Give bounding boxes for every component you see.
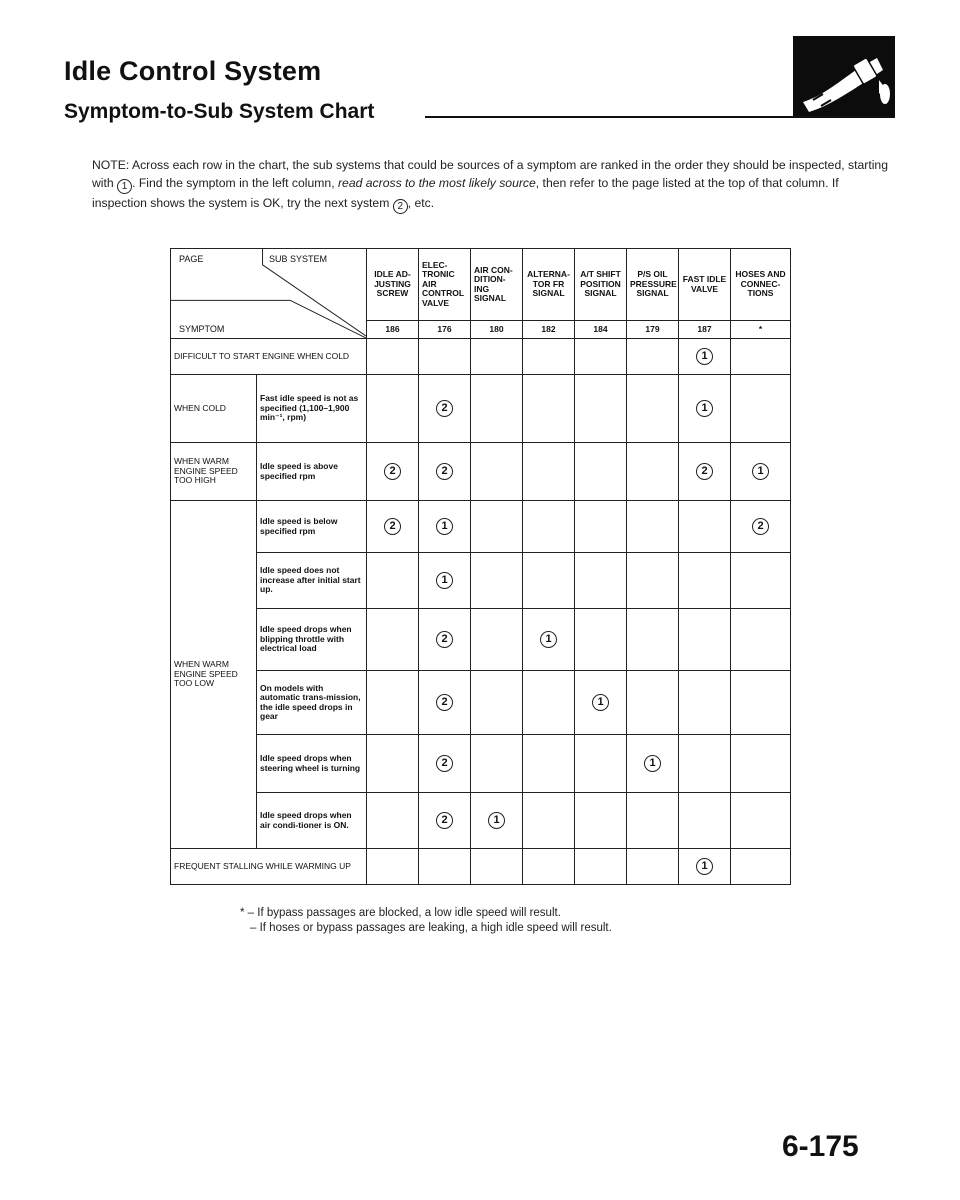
condition-label: Fast idle speed is not as specified (1,100–1,900 min⁻¹, rpm) [257,375,367,443]
rank-mark: 2 [696,463,713,480]
rank-mark: 2 [436,755,453,772]
rank-cell [575,501,627,553]
rank-cell [575,609,627,671]
condition-label: Idle speed is above specified rpm [257,443,367,501]
rank-cell [367,501,419,553]
rank-cell [367,849,419,885]
rank-cell [419,735,471,793]
rank-cell [731,375,791,443]
rank-cell [419,609,471,671]
symptom-chart-table [170,248,791,885]
column-page-number: 180 [471,321,523,339]
symptom-group-label: WHEN COLD [171,375,257,443]
rank-cell [367,671,419,735]
rank-cell [679,671,731,735]
rank-cell [471,671,523,735]
column-page-number: 187 [679,321,731,339]
rank-cell [627,609,679,671]
rank-cell [523,375,575,443]
rank-mark: 1 [752,463,769,480]
rank-mark: 1 [592,694,609,711]
rank-cell [627,553,679,609]
symptom-group-label: WHEN WARM ENGINE SPEED TOO LOW [171,501,257,849]
rank-mark: 2 [752,518,769,535]
rank-cell [523,443,575,501]
condition-label: Idle speed is below specified rpm [257,501,367,553]
column-page-number: 184 [575,321,627,339]
rank-mark: 2 [436,631,453,648]
rank-mark: 1 [488,812,505,829]
rank-cell [679,793,731,849]
rank-mark: 1 [436,518,453,535]
rank-cell [679,339,731,375]
table-row [171,375,791,443]
rank-cell [627,671,679,735]
rank-cell [731,735,791,793]
rank-cell [471,443,523,501]
rank-cell [575,793,627,849]
rank-cell [575,339,627,375]
rank-cell [471,793,523,849]
rank-cell [523,671,575,735]
table-row [171,735,791,793]
rank-marker-1: 1 [117,179,132,194]
rank-cell [471,553,523,609]
column-page-number: * [731,321,791,339]
rank-cell [731,671,791,735]
rank-cell [367,609,419,671]
column-header: ALTERNA-TOR FR SIGNAL [523,249,575,321]
rank-cell [627,793,679,849]
footnote-line: * – If bypass passages are blocked, a low idle speed will result. [240,907,561,919]
rank-cell [627,339,679,375]
condition-label: Idle speed drops when blipping throttle with electrical load [257,609,367,671]
rank-cell [731,553,791,609]
table-row [171,849,791,885]
rank-cell [627,443,679,501]
rank-mark: 2 [436,400,453,417]
rank-cell [419,553,471,609]
condition-label: Idle speed does not increase after initial start up. [257,553,367,609]
rank-cell [575,735,627,793]
note-text-3: , then refer to the page listed at the top of that column. If inspection shows the system is OK, try the next system [92,176,839,210]
rank-cell [627,849,679,885]
rank-cell [523,735,575,793]
rank-cell [731,849,791,885]
rank-cell [367,375,419,443]
hose-clamp-icon [793,36,895,116]
rank-cell [575,375,627,443]
rank-mark: 1 [696,858,713,875]
rank-cell [523,553,575,609]
rank-cell [731,793,791,849]
rank-cell [627,375,679,443]
rank-cell [471,375,523,443]
rank-cell [367,553,419,609]
rank-cell [575,553,627,609]
rank-cell [523,793,575,849]
corner-page-label: PAGE [179,254,204,264]
rank-cell [627,501,679,553]
note-text-2: . Find the symptom in the left column, [132,176,338,190]
column-page-number: 176 [419,321,471,339]
rank-cell [679,849,731,885]
rank-cell [679,443,731,501]
page-title: Idle Control System [64,56,322,86]
rank-mark: 1 [696,400,713,417]
rank-cell [523,849,575,885]
page-number: 6-175 [782,1130,859,1163]
footnotes [240,906,612,936]
rank-mark: 1 [436,572,453,589]
condition-label: Idle speed drops when steering wheel is turning [257,735,367,793]
condition-label: On models with automatic trans-mission, the idle speed drops in gear [257,671,367,735]
rank-cell [367,735,419,793]
column-header: IDLE AD-JUSTING SCREW [367,249,419,321]
rank-cell [471,609,523,671]
column-page-number: 179 [627,321,679,339]
rank-cell [679,375,731,443]
footnote-line: – If hoses or bypass passages are leaking, a high idle speed will result. [250,922,612,934]
rank-mark: 1 [540,631,557,648]
rank-cell [731,609,791,671]
rank-cell [523,501,575,553]
rank-mark: 2 [384,463,401,480]
title-rule [425,116,895,118]
rank-mark: 2 [436,812,453,829]
column-header: ELEC-TRONIC AIR CONTROL VALVE [419,249,471,321]
rank-cell [523,609,575,671]
rank-cell [679,735,731,793]
rank-mark: 2 [436,694,453,711]
column-header: P/S OIL PRESSURE SIGNAL [627,249,679,321]
table-row [171,443,791,501]
rank-marker-2: 2 [393,199,408,214]
rank-cell [471,735,523,793]
symptom-label: FREQUENT STALLING WHILE WARMING UP [171,849,367,885]
table-row [171,671,791,735]
rank-cell [471,849,523,885]
rank-cell [367,339,419,375]
column-page-number: 186 [367,321,419,339]
chart-subtitle: Symptom-to-Sub System Chart [64,100,375,123]
rank-cell [419,501,471,553]
rank-cell [731,443,791,501]
rank-cell [419,375,471,443]
column-header: FAST IDLE VALVE [679,249,731,321]
note-emphasis: read across to the most likely source [337,176,536,190]
note-text-1: NOTE: Across each row in the chart, the sub systems that could be sources of a symptom are ranked in the order they should be inspected, starting with [92,158,888,190]
rank-cell [627,735,679,793]
rank-cell [367,793,419,849]
rank-mark: 1 [644,755,661,772]
corner-subsystem-label: SUB SYSTEM [269,254,328,264]
symptom-label: DIFFICULT TO START ENGINE WHEN COLD [171,339,367,375]
column-page-number: 182 [523,321,575,339]
table-row [171,501,791,553]
table-row [171,553,791,609]
note-text-4: , etc. [407,196,435,210]
table-row [171,339,791,375]
rank-mark: 1 [696,348,713,365]
rank-cell [523,339,575,375]
rank-cell [471,501,523,553]
corner-symptom-label: SYMPTOM [179,323,225,334]
symptom-group-label: WHEN WARM ENGINE SPEED TOO HIGH [171,443,257,501]
rank-cell [471,339,523,375]
condition-label: Idle speed drops when air condi-tioner is ON. [257,793,367,849]
rank-cell [575,671,627,735]
column-header: AIR CON-DITION-ING SIGNAL [471,249,523,321]
rank-cell [679,609,731,671]
table-row [171,609,791,671]
table-row [171,793,791,849]
rank-cell [419,339,471,375]
note-paragraph [92,156,892,214]
rank-cell [419,443,471,501]
rank-mark: 2 [436,463,453,480]
rank-cell [575,443,627,501]
rank-cell [419,849,471,885]
column-header: A/T SHIFT POSITION SIGNAL [575,249,627,321]
rank-cell [419,671,471,735]
rank-cell [679,501,731,553]
table-corner-header [171,249,367,339]
rank-mark: 2 [384,518,401,535]
column-header: HOSES AND CONNEC-TIONS [731,249,791,321]
rank-cell [679,553,731,609]
rank-cell [575,849,627,885]
rank-cell [731,501,791,553]
rank-cell [731,339,791,375]
rank-cell [367,443,419,501]
rank-cell [419,793,471,849]
